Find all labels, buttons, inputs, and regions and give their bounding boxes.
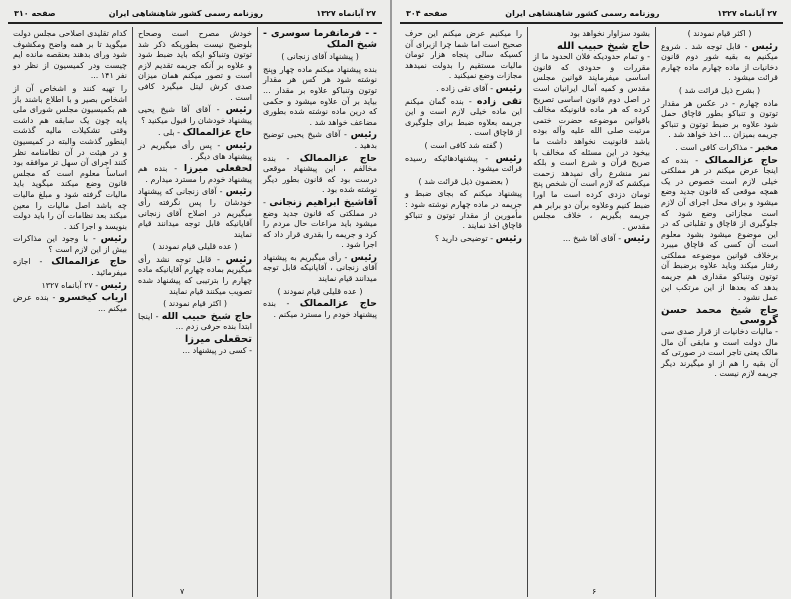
- page-header: [8, 6, 382, 24]
- paragraph: [405, 177, 522, 188]
- speech-text: - بنده پیشنهاد خودم را مسترد میکنم .: [263, 299, 377, 319]
- paragraph: [533, 234, 650, 245]
- speaker-name: اریاب کیخسرو: [59, 292, 127, 304]
- parenthetical-note: ( عده قلیلی قیام نمودند ): [152, 242, 238, 252]
- text-column: [8, 27, 132, 597]
- paragraph: [405, 234, 522, 245]
- speech-text: - در مملکتی که قانون جدید وضع میشود باید مراعات حال مردم را کرد و جریمه را بقدری قرار داد که اجرا شود .: [263, 197, 377, 250]
- paragraph: [138, 105, 252, 126]
- paragraph: [405, 189, 522, 231]
- speaker-name: رئیس: [225, 139, 252, 151]
- speaker-name: مخبر: [755, 141, 778, 153]
- paragraph: [138, 255, 252, 297]
- speech-text: - بنده گمان میکنم این ماده خیلی لازم است و این جریمه بعلاوه ضبط برای جلوگیری از قاچاق است .: [405, 96, 522, 138]
- parenthetical-note: ( اکثر قیام نمودند ): [687, 29, 752, 38]
- paragraph: [405, 84, 522, 95]
- newspaper-title: روزنامه رسمی کشور شاهنشاهی ایران: [505, 8, 660, 18]
- speech-text: بشود سزاوار نخواهد بود: [569, 29, 650, 38]
- right-page: [392, 0, 791, 599]
- speech-text: - اجازه میفرمائید .: [13, 257, 127, 278]
- paragraph: [263, 287, 377, 298]
- parenthetical-note: ( پیشنهاد آقای زنجانی ): [281, 52, 359, 62]
- speaker-name: رئیس: [495, 232, 522, 244]
- paragraph: [263, 253, 377, 285]
- speech-text: - با وجود این مذاکرات بیش از این لازم است ؟: [13, 234, 127, 254]
- speech-text: - بنده هم پیشنهاد خودم را مسترد میدارم .: [138, 164, 252, 184]
- paragraph: [405, 97, 522, 139]
- paragraph: [138, 128, 252, 139]
- paragraph: [138, 164, 252, 185]
- speech-text: کدام تقلیدی اصلاحی مجلس دولت میگوید تا بر همه واضح ومکشوف شود ورای بدهند بعنقصه مانده ایم چیست ودر کمیسیون از نظر دو نفر ۱۴۱ ...: [13, 29, 127, 81]
- columns: [400, 27, 783, 597]
- speech-text: - قابل توجه نشد رأی میگیریم بماده چهارم آقایانیکه ماده چهارم را بترتیبی که پیشنهاد شده تصویب میکنند قیام نمایند: [138, 254, 252, 296]
- text-column: [132, 27, 257, 597]
- speech-text: - قابل توجه شد . شروع میکنیم به بقیه شور دوم قانون دخانیات از ماده چهارم ماده چهارم قرائت میشود .: [661, 41, 778, 83]
- speaker-name: رئیس: [225, 186, 252, 198]
- paragraph: [533, 29, 650, 40]
- speech-text: - اینجا ابتدا بنده حرفی زدم ...: [138, 311, 252, 332]
- folio-number: ۶: [592, 587, 597, 596]
- paragraph: [263, 65, 377, 129]
- parenthetical-note: ( بشرح ذیل قرائت شد ): [678, 85, 761, 95]
- speech-text: پیشنهاد میکنم که بجای ضبط و جریمه در ماده چهارم نوشته شود : مأمورین از مقدار توتون و تنباکو قاچاق اخذ نمایند .: [405, 189, 522, 231]
- parenthetical-note: ( عده قلیلی قیام نمودند ): [277, 286, 363, 296]
- page-header: [400, 6, 783, 24]
- speaker-name: رئیس: [225, 253, 253, 265]
- speech-text: - بنده که اینجا عرض میکنم در هر مملکتی خیلی لازم است خصوص در یک همچه موقعی که قانون جدید وضع میشود و برای محل اجرای آن لازم است مجازاتی وضع شود که جلوگیری از قاچاق و تقلباتی که در این موضوع میشود بشود معلوم است آن کسی که قاچاق میبرد برخلاف قوانین موضوعه مملکتی رفتار میکند وباید علاوه برضبط آن توتون وتنباکو مقداری هم جریمه بدهد که بعدها از این مرتکب این عمل نشود .: [661, 155, 778, 303]
- parenthetical-note: ( گفته شد کافی است ): [424, 140, 503, 150]
- parenthetical-note: ( اکثر قیام نمودند ): [163, 299, 227, 309]
- paragraph: [263, 52, 377, 63]
- paragraph: [263, 299, 377, 320]
- speaker-name: حاج عزالممالک: [704, 154, 778, 166]
- paragraph: [661, 99, 778, 141]
- paragraph: [661, 156, 778, 304]
- text-column: [527, 27, 655, 597]
- speaker-name: حاج شیخ حبیب الله: [161, 310, 252, 322]
- folio-number: ۷: [180, 587, 185, 596]
- newspaper-title: روزنامه رسمی کشور شاهنشاهی ایران: [108, 8, 264, 18]
- paragraph: [138, 187, 252, 240]
- paragraph: [263, 29, 377, 50]
- paragraph: [661, 143, 778, 154]
- paragraph: [138, 242, 252, 253]
- speaker-name: لحقعلی میرزا: [183, 163, 253, 175]
- speech-text: - پیشنهادهائیکه رسیده قرائت میشود .: [405, 153, 522, 174]
- speaker-name: رئیس: [350, 251, 378, 263]
- parenthetical-note: ( بعضمون ذیل قرائت شد ): [418, 176, 509, 186]
- speech-text: - آقای زنجانی که پیشنهاد خودشان را پس نگرفته رأی میگیریم در اصلاح آقای زنجانی آقایانیکه قابل توجه میدانند قیام نمایند: [138, 187, 252, 239]
- left-page: [0, 0, 392, 599]
- page-date: ۲۷ آبانماه ۱۳۲۷: [316, 8, 376, 18]
- speech-text: - آقای شیخ یحیی توضیح بدهید .: [263, 130, 377, 150]
- paragraph: [13, 293, 127, 314]
- speech-text: - رأی میگیریم به پیشنهاد آقای زنجانی ، آقایانیکه قابل توجه میدانند قیام نمایند: [263, 252, 377, 284]
- paragraph: [661, 29, 778, 40]
- paragraph: [661, 42, 778, 84]
- speaker-name: رئیس: [751, 40, 778, 52]
- speaker-name: رئیس: [100, 233, 127, 245]
- speech-text: خودش مصرح است وصحاح بلوضیح نیست بطوریکه ذکر شد توتون وتنباکو ایکه باید ضبط شود و علاوه بر آنکه جریمه تقدیم لازم است و تصور میکنم همان میزان صدی کرش لیتل میگیرد کافی است .: [138, 29, 252, 102]
- paragraph: [533, 42, 650, 233]
- paragraph: [661, 86, 778, 97]
- speech-text: - پس رأی میگیریم در پیشنهاد های دیگر .: [138, 140, 252, 161]
- paragraph: [138, 335, 252, 356]
- speaker-heading: تحقعلی میرزا: [184, 334, 252, 346]
- speech-text: - بنده عرض میکنم ...: [13, 293, 127, 313]
- page-date: ۲۷ آبانماه ۱۳۲۷: [717, 8, 777, 18]
- text-column: [257, 27, 382, 597]
- speech-text: - مالیات دخانیات از قرار صدی سی مال دولت است و مابقی آن مال مالک یعنی تاجر است در صورتی که آن بقیه را هم از او میگیرند دیگر جریمه لازم نیست .: [661, 327, 778, 379]
- paragraph: [263, 154, 377, 196]
- speaker-name: رئیس: [100, 279, 127, 291]
- speaker-name: رئیس: [495, 82, 522, 94]
- speaker-name: - - فرمانفرما سوسری - شیخ الملک: [263, 28, 377, 50]
- speech-text: - بنده مخالفم ، این پیشنهاد موقعی درست بود که قانون بطور دیگر نوشته شده بود .: [263, 153, 377, 195]
- paragraph: [263, 130, 377, 151]
- paragraph: [661, 306, 778, 380]
- paragraph: [13, 84, 127, 232]
- paragraph: [405, 154, 522, 175]
- speech-text: را میکنیم عرض میکنم این حرف صحیح است اما شما چرا ازبرای آن کسیکه سالی پنجاه هزار تومان مالیات مستقیم را بدولت نمیدهد مجازات وضع نمیکنید .: [405, 29, 522, 81]
- speech-text: را تهیه کنند و اشخاص آن از اشخاص بصیر و با اطلاع باشند باز هم بکمیسیون مجلس شورای ملی پایه چون یک سابقه هم داشت وقتی تشکیلات مالیه گذشت اینطور گذشت والبته در کمیسیون و در هیئت در آن نظامنامه نظر کنند اجرای آن سهل تر موافقه بود اساساً معلوم است که مجلس قانون وضع میکند میگوید باید مالیات گرفته شود و مبلغ مالیات چه باشد اصل مالیات را معین میکند بعد نظامات آن را باید دولت بنویسد و اجرا کند .: [13, 83, 127, 231]
- columns: [8, 27, 382, 597]
- paragraph: [138, 29, 252, 103]
- speech-text: - و تمام حدودیکه فلان الحدود ما از مقررات و حدودی که قانون اساسی میفرمایند قوانین مجلس مقدس و کمیه آمال ایرانیان است در اصل دوم قانون اساسی تصریح کرده که هر ماده قانونیکه مخالف باقوانین موضوعه حضرت ختمی مرتبت صلی الله علیه وآله بوده باشد قانونیت نخواهد داشت ما بیخود در این مسئله که مخالف با صریح قرآن و شرع است و بلکه نمر منشرع رأی نمیدهد زحمت میکشم که لازم است آن شخص پنج تومان دزدی کرده است ما اورا ضبط کنیم وعلاوه برآن دو برابر هم جریمه بگیریم ، خلاف مجلس مقدس .: [533, 52, 650, 231]
- paragraph: [13, 29, 127, 82]
- page-number: صفحه ۳۰۴: [406, 8, 448, 18]
- speech-text: - آقای آقا شیخ ...: [562, 234, 622, 244]
- paragraph: [138, 141, 252, 162]
- speech-text: - مذاکرات کافی است .: [675, 142, 753, 152]
- page-number: صفحه ۳۱۰: [14, 8, 56, 18]
- paragraph: [138, 312, 252, 333]
- speech-text: - آقای تقی زاده .: [435, 83, 494, 93]
- text-column: [655, 27, 783, 597]
- speaker-name: تقی زاده: [476, 95, 522, 107]
- speaker-name: حاج عزالممالک: [51, 256, 128, 268]
- paragraph: [263, 198, 377, 251]
- paragraph: [13, 281, 127, 292]
- speaker-heading: حاج شیخ محمد حسن گروسی: [661, 304, 778, 327]
- speaker-name: حاج عزالممالک: [299, 152, 378, 164]
- speaker-name: حاج عزالممالک: [182, 127, 252, 139]
- paragraph: [13, 257, 127, 278]
- speaker-name: رئیس: [623, 233, 650, 245]
- speech-text: بنده پیشنهاد میکنم ماده چهار وپنج نوشته شود هر کس هر مقدار توتون وتنباکو علاوه بر مقدار ... بیاید بر آن علاوه میشود و حکمی که درین ماده نوشته شده بطوری مضاعف خواهد شد .: [263, 64, 377, 127]
- speech-text: - توضیحی دارید ؟: [434, 233, 494, 243]
- speaker-name: رئیس: [225, 104, 252, 116]
- text-column: [400, 27, 527, 597]
- speaker-heading: حاج شیخ حبیب الله: [556, 40, 650, 52]
- speaker-name: رئیس: [495, 152, 523, 164]
- speech-text: - بلی .: [158, 128, 181, 138]
- paragraph: [138, 299, 252, 310]
- speech-text: - ۲۷ آبانماه ۱۳۲۷: [41, 280, 99, 290]
- speaker-name: رئیس: [350, 129, 378, 141]
- speech-text: ماده چهارم - در عکس هر مقدار توتون و تنباکو بطور قاچاق حمل شود علاوه بر ضبط توتون و تنباکو جریمه بمیزان ... اخذ خواهد شد .: [661, 98, 778, 140]
- speech-text: - آقای آقا شیخ یحیی پیشنهاد خودشان را قبول میکنید ؟: [138, 105, 252, 125]
- speaker-name: آقاشیخ ابراهیم زنجانی: [269, 196, 377, 208]
- speaker-name: حاج عزالممالک: [299, 298, 378, 310]
- speech-text: - کسی در پیشنهاد ...: [182, 345, 252, 355]
- paragraph: [13, 234, 127, 255]
- paragraph: [405, 29, 522, 82]
- paragraph: [405, 141, 522, 152]
